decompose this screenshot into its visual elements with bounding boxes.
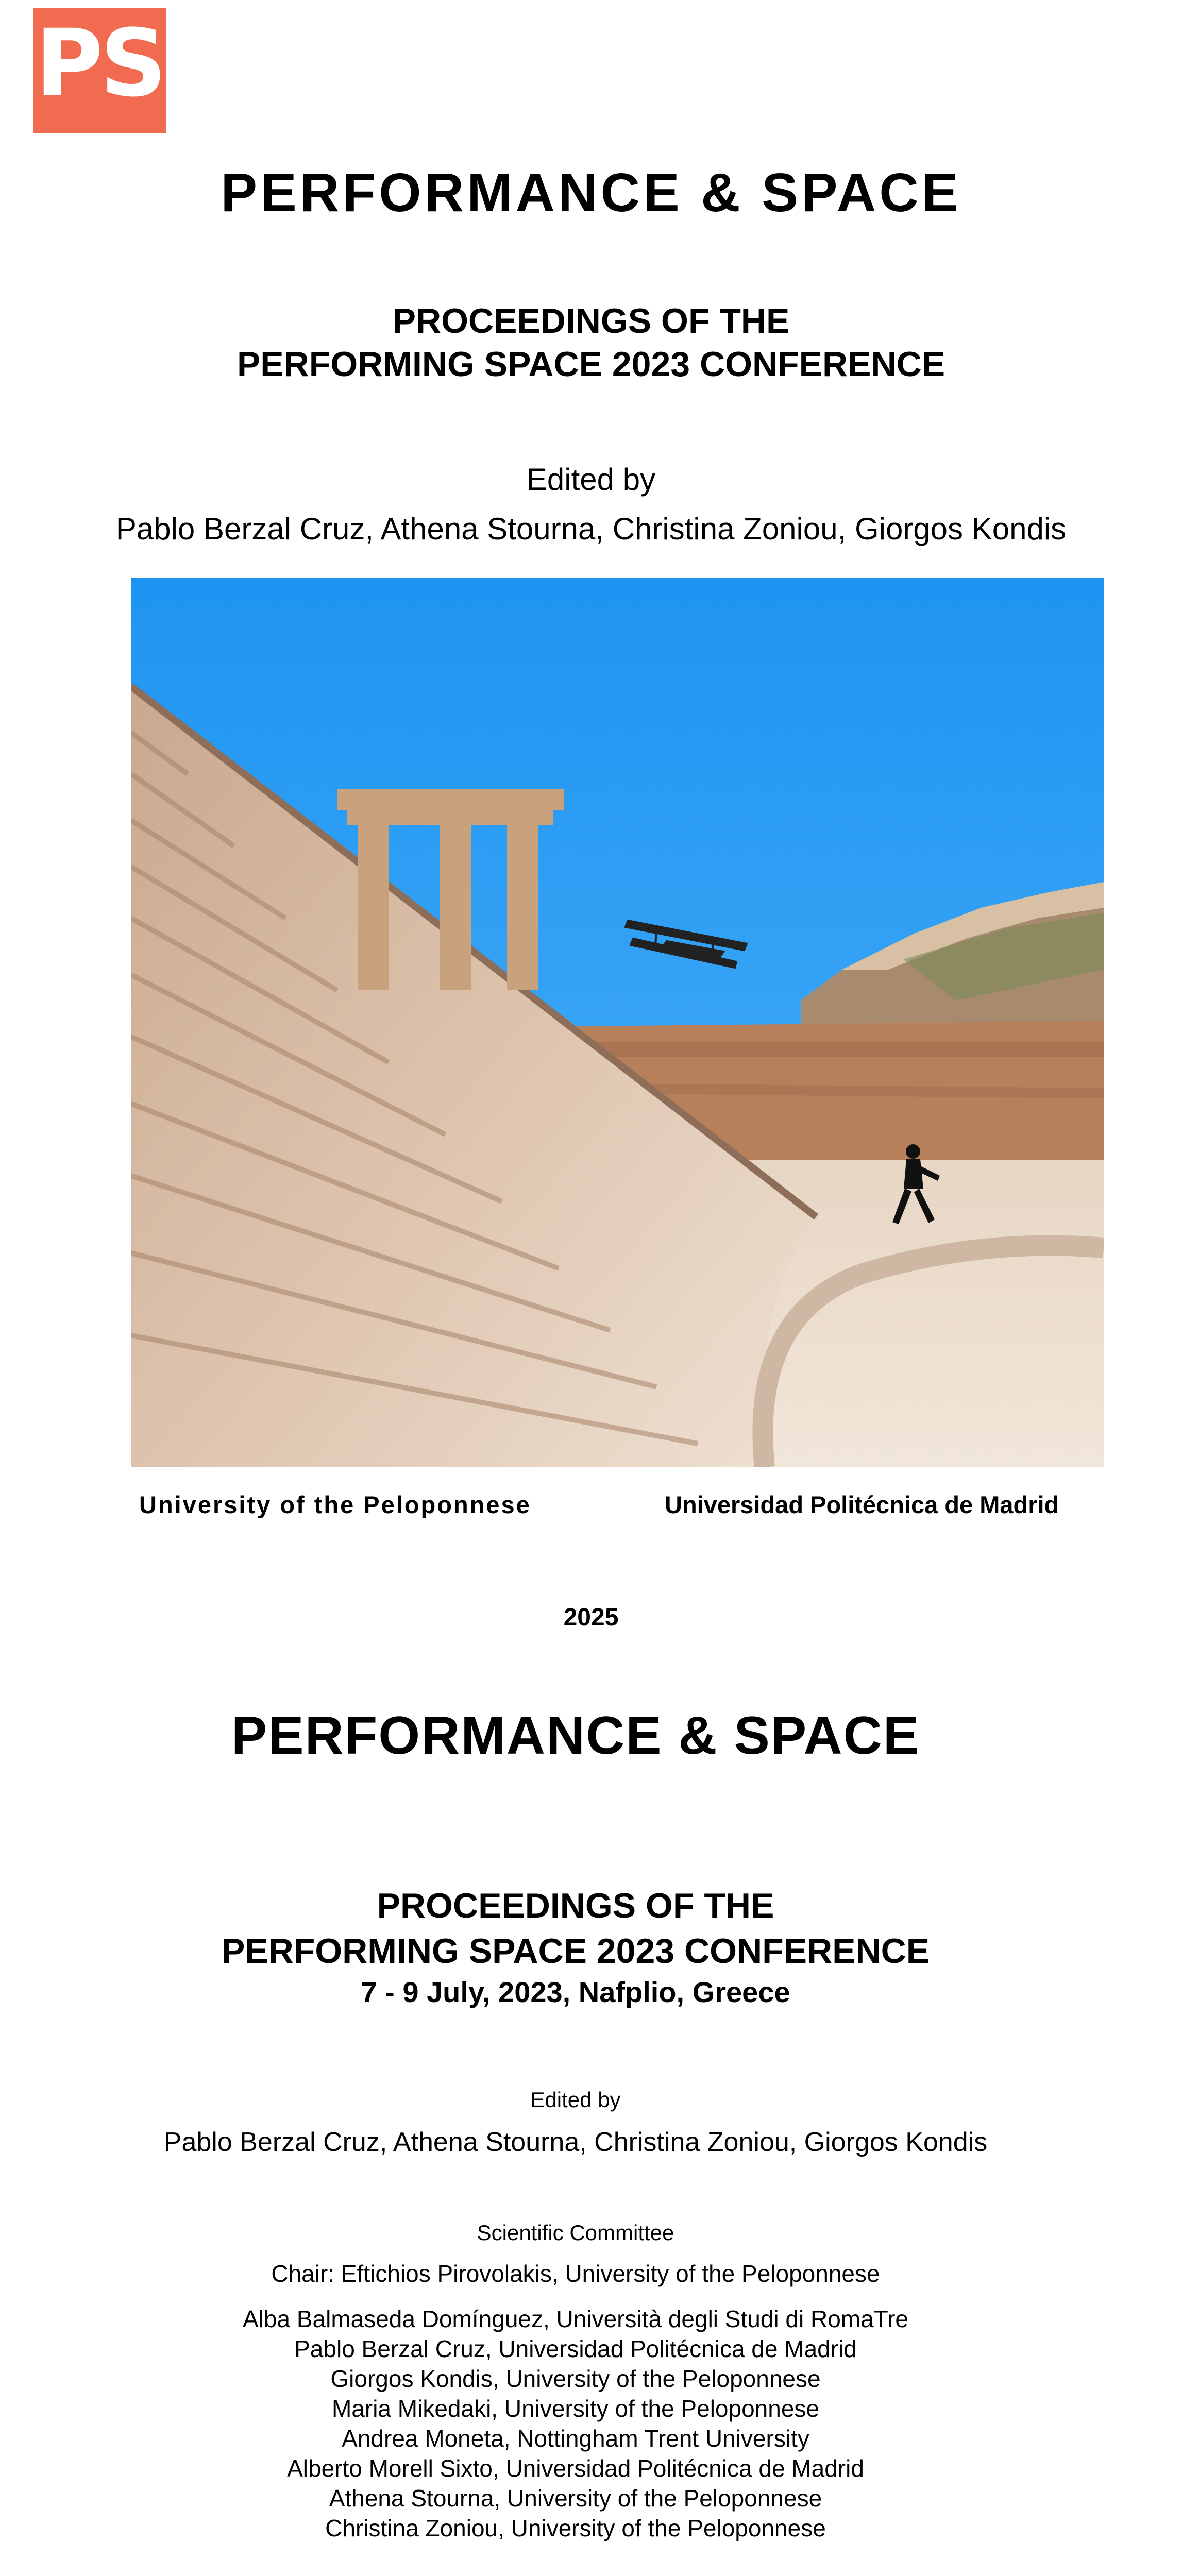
committee-member: Christina Zoniou, University of the Peloponnese <box>325 2515 826 2541</box>
committee-chair: Chair: Eftichios Pirovolakis, University of the Peloponnese <box>271 2260 880 2287</box>
committee-member: Alba Balmaseda Domínguez, Università degli Studi di RomaTre <box>242 2306 909 2332</box>
title-page-editors: Pablo Berzal Cruz, Athena Stourna, Christina Zoniou, Giorgos Kondis <box>163 2127 988 2157</box>
cover-edited-by: Edited by <box>526 462 656 497</box>
committee-member: Maria Mikedaki, University of the Peloponnese <box>331 2395 819 2422</box>
cover-university-left: University of the Peloponnese <box>139 1491 531 1518</box>
committee-member: Alberto Morell Sixto, Universidad Politécnica de Madrid <box>287 2455 864 2482</box>
committee-member: Athena Stourna, University of the Peloponnese <box>329 2485 822 2512</box>
committee-members <box>0 2304 1151 2543</box>
cover-subtitle-line1: PROCEEDINGS OF THE <box>392 301 790 341</box>
cover-image <box>131 578 1104 1467</box>
title-page-subtitle-line2: PERFORMING SPACE 2023 CONFERENCE <box>221 1931 930 1971</box>
scientific-committee-label: Scientific Committee <box>477 2221 674 2245</box>
title-page-title: PERFORMANCE & SPACE <box>231 1706 920 1766</box>
cover-title: PERFORMANCE & SPACE <box>221 162 961 223</box>
ps-logo-text: PS <box>35 10 164 117</box>
ps-logo <box>33 8 166 133</box>
title-page-subtitle-line1: PROCEEDINGS OF THE <box>377 1886 774 1925</box>
conference-dates: 7 - 9 July, 2023, Nafplio, Greece <box>361 1976 790 2008</box>
committee-member: Andrea Moneta, Nottingham Trent University <box>342 2425 809 2452</box>
committee-member: Pablo Berzal Cruz, Universidad Politécnica de Madrid <box>294 2335 857 2362</box>
cover-year: 2025 <box>563 1604 619 1631</box>
cover-subtitle-line2: PERFORMING SPACE 2023 CONFERENCE <box>237 345 945 384</box>
title-page-edited-by: Edited by <box>530 2088 621 2112</box>
cover-university-right: Universidad Politécnica de Madrid <box>665 1491 1059 1518</box>
cover-editors: Pablo Berzal Cruz, Athena Stourna, Christina Zoniou, Giorgos Kondis <box>115 512 1067 546</box>
committee-member: Giorgos Kondis, University of the Peloponnese <box>330 2365 821 2392</box>
ancient-theatre-illustration <box>131 578 1104 1467</box>
